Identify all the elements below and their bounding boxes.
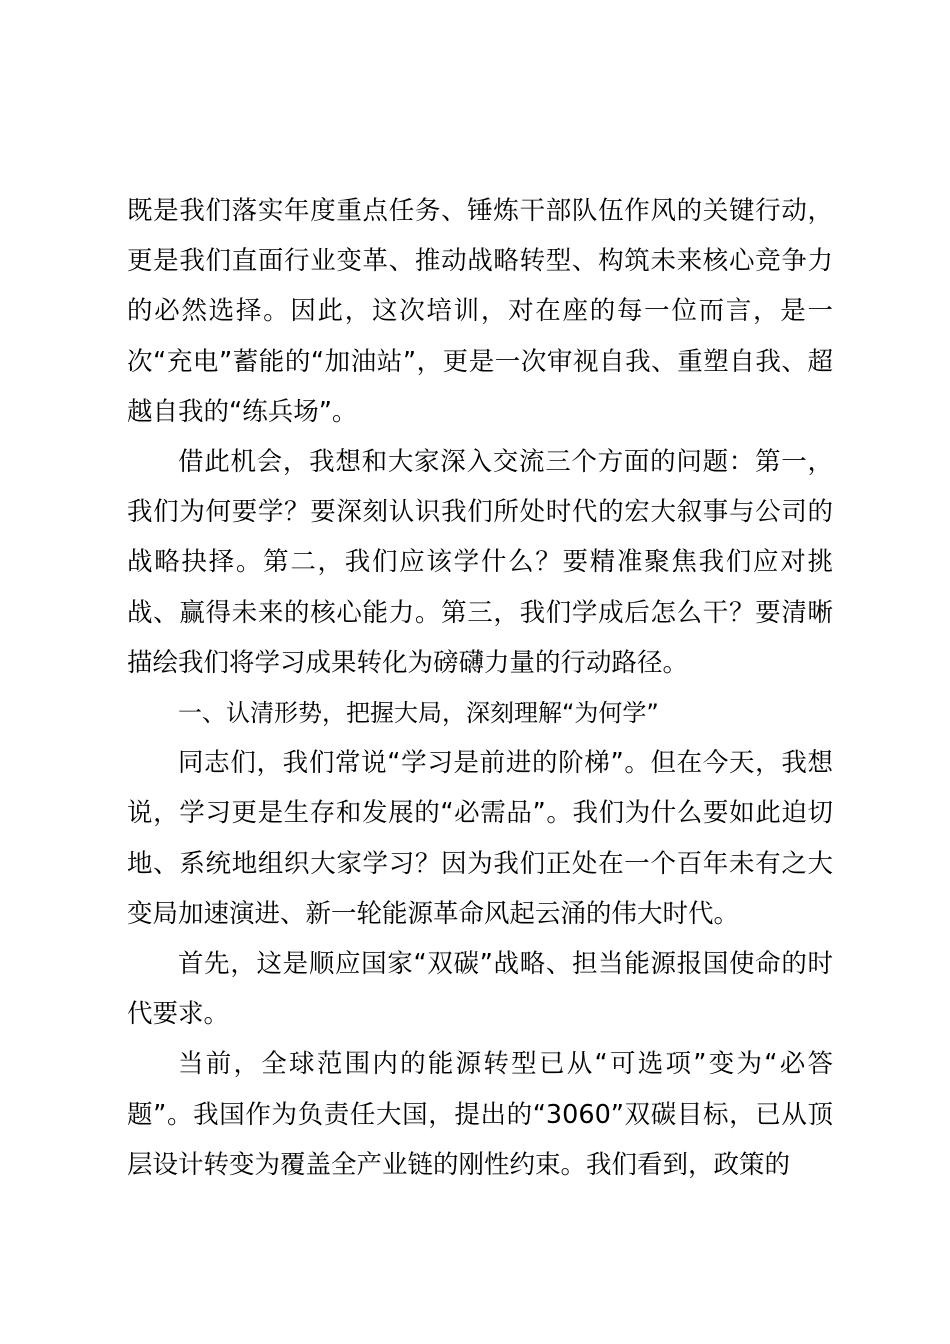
paragraph-dual-carbon: 首先，这是顺应国家“双碳”战略、担当能源报国使命的时代要求。 bbox=[127, 949, 833, 1030]
paragraph-energy-transition: 当前，全球范围内的能源转型已从“可选项”变为“必答题”。我国作为负责任大国，提出的“3060”双碳目标，已从顶层设计转变为覆盖全产业链的刚性约束。我们看到，政策的 bbox=[127, 1049, 833, 1180]
section-heading: 一、认清形势，把握大局，深刻理解“为何学” bbox=[178, 699, 659, 728]
paragraph-three-questions: 借此机会，我想和大家深入交流三个方面的问题：第一，我们为何要学？要深刻认识我们所处时代的宏大叙事与公司的战略抉择。第二，我们应该学什么？要精准聚焦我们应对挑战、赢得未来的核心能力。第三，我们学成后怎么干？要清晰描绘我们将学习成果转化为磅礴力量的行动路径。 bbox=[127, 447, 833, 678]
document-body bbox=[127, 186, 833, 1190]
paragraph-continuation: 既是我们落实年度重点任务、锤炼干部队伍作风的关键行动，更是我们直面行业变革、推动战略转型、构筑未来核心竞争力的必然选择。因此，这次培训，对在座的每一位而言，是一次“充电”蓄能的“加油站”，更是一次审视自我、重塑自我、超越自我的“练兵场”。 bbox=[127, 196, 833, 427]
paragraph-learning-necessity: 同志们，我们常说“学习是前进的阶梯”。但在今天，我想说，学习更是生存和发展的“必需品”。我们为什么要如此迫切地、系统地组织大家学习？因为我们正处在一个百年未有之大变局加速演进、新一轮能源革命风起云涌的伟大时代。 bbox=[127, 748, 833, 929]
